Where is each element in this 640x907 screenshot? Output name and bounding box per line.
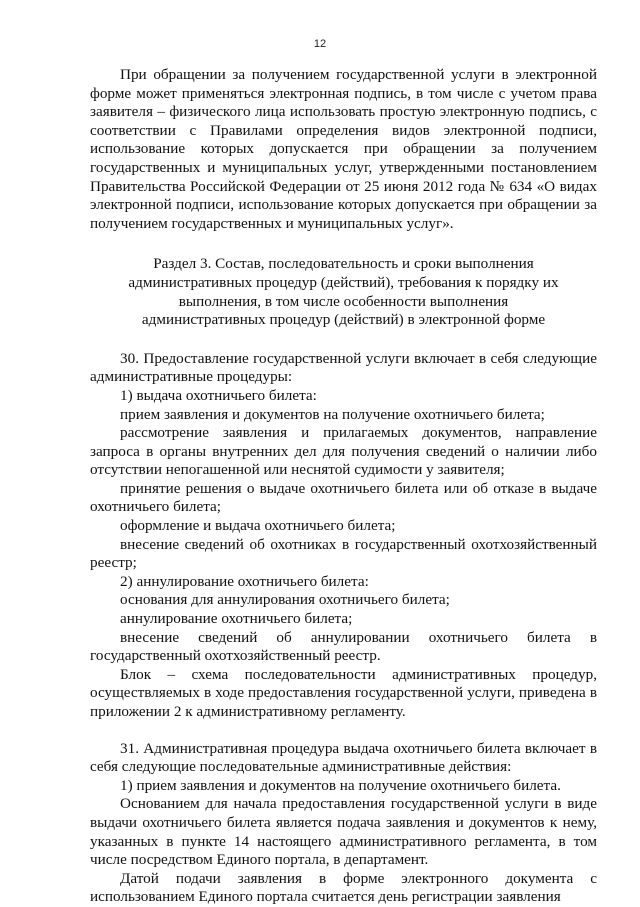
document-body: [90, 66, 597, 907]
list-item: принятие решения о выдаче охотничьего билета или об отказе в выдаче охотничьего билета;: [90, 479, 597, 516]
list-item: 1) прием заявления и документов на получение охотничьего билета.: [120, 776, 561, 794]
intro-paragraph: При обращении за получением государственной услуги в электронной форме может применяться электронная подпись, в том числе с учетом права заявителя – физического лица использовать простую электронную подпись, с соответствии с Правилами определения видов электронной подписи, использование которых допускается при обращении за получением государственных и муниципальных услуг, утвержденными постановлением Правительства Российской Федерации от 25 июня 2012 года № 634 «О видах электронной подписи, использование которых допускается при обращении за получением государственных и муниципальных услуг».: [90, 66, 597, 232]
list-item: 1) выдача охотничьего билета:: [120, 386, 317, 404]
list-item: 2) аннулирование охотничьего билета:: [120, 572, 369, 590]
paragraph-30: 30. Предоставление государственной услуги включает в себя следующие административные процедуры:: [90, 349, 597, 386]
section-heading-line: выполнения, в том числе особенности выполнения: [178, 292, 509, 310]
page-number: 12: [313, 38, 327, 50]
list-item: основания для аннулирования охотничьего билета;: [120, 591, 450, 609]
list-item: аннулирование охотничьего билета;: [120, 610, 353, 628]
block-scheme-paragraph: Блок – схема последовательности административных процедур, осуществляемых в ходе предоставления государственной услуги, приведена в приложении 2 к административному регламенту.: [90, 665, 597, 720]
section-heading-line: административных процедур (действий), требования к порядку их: [128, 273, 559, 291]
list-item: внесение сведений об охотниках в государственный охотхозяйственный реестр;: [90, 535, 597, 572]
list-item: оформление и выдача охотничьего билета;: [120, 517, 396, 535]
list-item: прием заявления и документов на получение охотничьего билета;: [120, 405, 545, 423]
paragraph: Датой подачи заявления в форме электронного документа с использованием Единого портала считается день регистрации заявления: [90, 869, 597, 906]
section-heading-line: административных процедур (действий) в электронной форме: [141, 311, 546, 329]
paragraph-31: 31. Административная процедура выдача охотничьего билета включает в себя следующие последовательные административные действия:: [90, 739, 597, 776]
paragraph: Основанием для начала предоставления государственной услуги в виде выдачи охотничьего билета является подача заявления и документов к нему, указанных в пункте 14 настоящего административного регламента, в том числе посредством Единого портала, в департамент.: [90, 795, 597, 869]
section-heading-line: Раздел 3. Состав, последовательность и сроки выполнения: [153, 255, 534, 273]
list-item: рассмотрение заявления и прилагаемых документов, направление запроса в органы внутренних дел для получения сведений о наличии либо отсутствии непогашенной или неснятой судимости у заявителя;: [90, 424, 597, 479]
section-heading: [90, 255, 597, 329]
list-item: внесение сведений об аннулировании охотничьего билета в государственный охотхозяйственный реестр.: [90, 628, 597, 665]
